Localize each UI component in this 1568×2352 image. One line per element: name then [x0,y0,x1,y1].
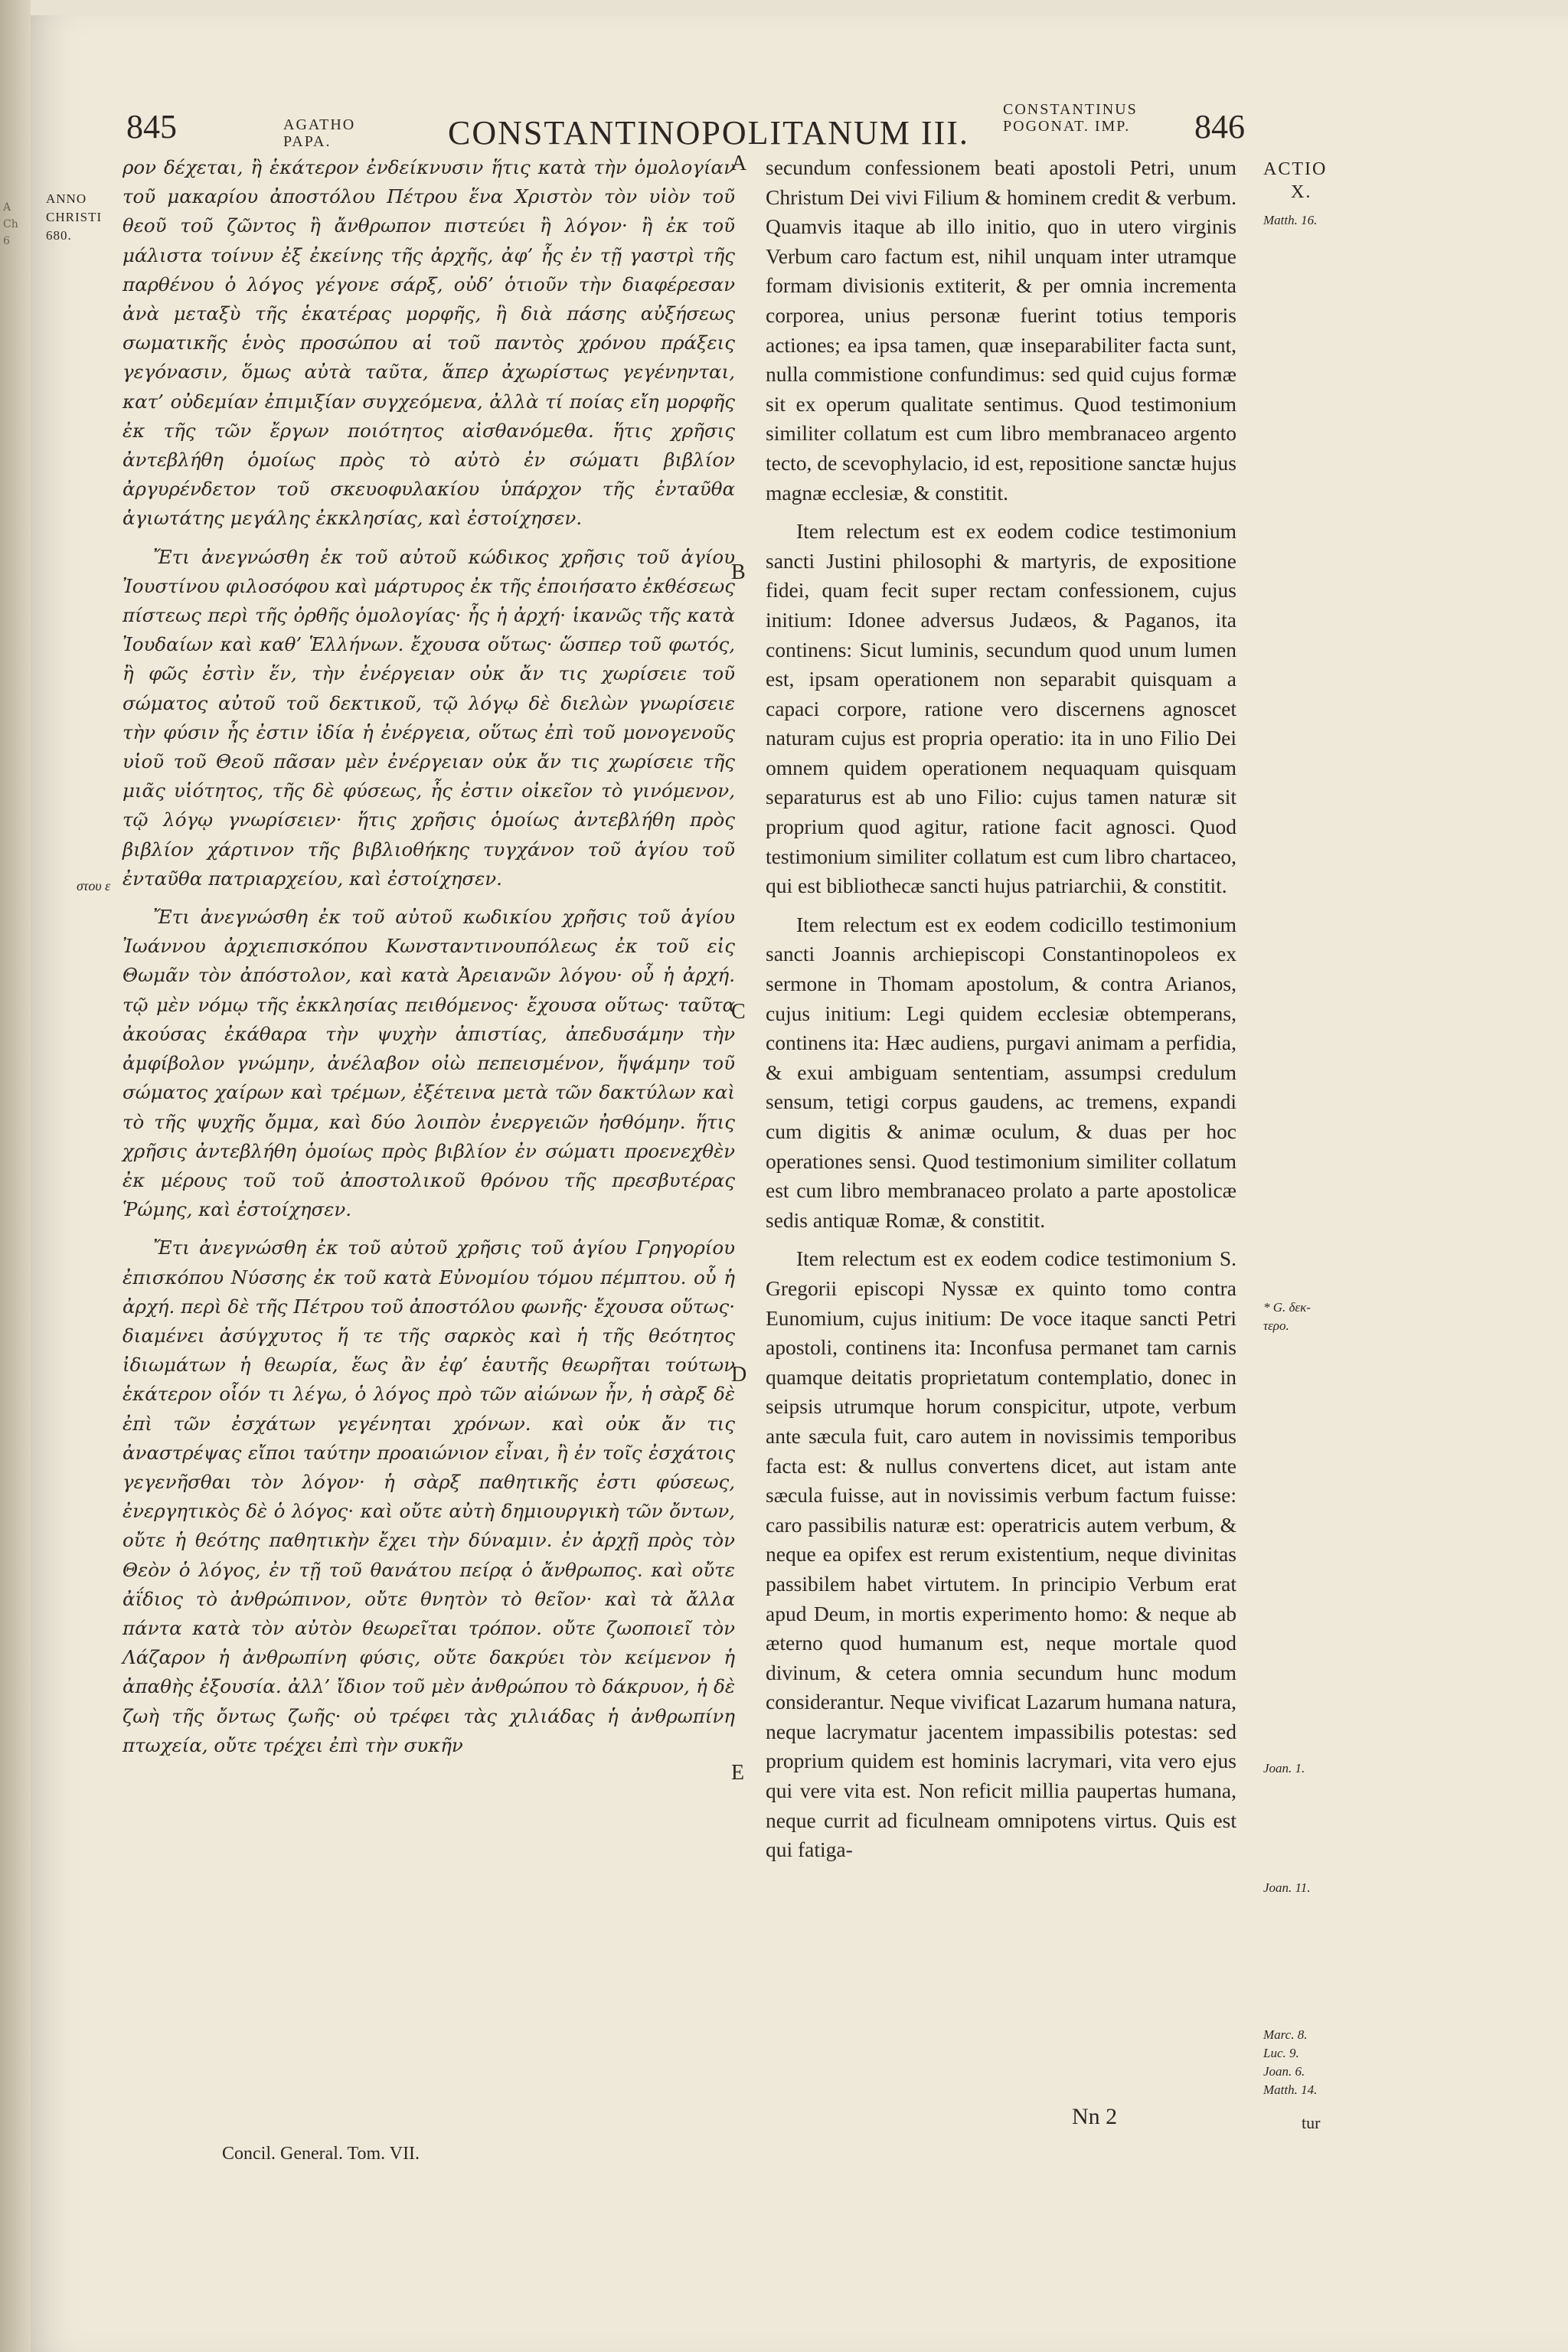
running-head-right-line2: POGONAT. IMP. [1003,118,1131,135]
margin-note-joan1: Joan. 1. [1263,1761,1305,1775]
latin-paragraph: secundum confessionem beati apostoli Petri, unum Christum Dei vivi Filium & hominem credit & verbum. Quamvis itaque ab illo initio, quo in utero virginis Verbum caro factum est, nihil unquam inter utramque formam divisionis extiterit, & per omnia incrementa corporea, unius personæ fuerint totius temporis actiones; ea ipsa tamen, quæ inseparabiliter facta sunt, nulla commistione confundimus: sed quid cujus formæ sit ex operum qualitate sentimus. Quod testimonium similiter collatum est cum libro membranaceo argento tecto, de scevophylacio, id est, repositione sanctæ hujus magnæ ecclesiæ, & constitit. [766,155,1236,505]
margin-note-luc9: Luc. 9. [1263,2046,1299,2060]
latin-column [766,153,1236,1874]
margin-note-joan11: Joan. 11. [1263,1880,1311,1895]
margin-note-variant-cont: τερο. [1263,1318,1289,1333]
actio-margin-note [1263,158,1327,204]
actio-label: ACTIO [1263,159,1328,179]
greek-paragraph: Ἔτι ἀνεγνώσθη ἐκ τοῦ αὐτοῦ κωδικίου χρῆσις τοῦ ἁγίου Ἰωάννου ἀρχιεπισκόπου Κωνσταντινουπόλεως ἐκ τοῦ εἰς Θωμᾶν τὸν ἀπόστολον, καὶ κατὰ Ἀρειανῶν λόγου· οὗ ἡ ἀρχή. τῷ μὲν νόμῳ τῆς ἐκκλησίας πειθόμενος· ἔχουσα οὕτως· ταῦτα ἀκούσας ἐκάθαρα τὴν ψυχὴν ἀπιστίας, ἀπεδυσάμην τὴν ἀμφίβολον γνώμην, ἀνέλαβον οἰὼ πεπεισμένον, ἥψάμην τοῦ σώματος χαίρων καὶ τρέμων, ἐξέτεινα μετὰ τῶν δακτύλων καὶ τὸ τῆς ψυχῆς ὄμμα, καὶ δύο λοιπὸν ἐνεργειῶν ἠσθόμην. ἥτις χρῆσις ἀντεβλήθη ὁμοίως πρὸς βιβλίον ἐν σώματι προενεχθὲν ἐκ μέρους τοῦ τοῦ ἀποστολικοῦ θρόνου τῆς πρεσβυτέρας Ῥώμης, καὶ ἐστοίχησεν. [122,906,735,1221]
margin-note-marc8: Marc. 8. [1263,2027,1308,2042]
page-number-left: 845 [126,108,177,145]
latin-paragraph: Item relectum est ex eodem codice testimonium S. Gregorii episcopi Nyssæ ex quinto tomo contra Eunomium, cujus initium: De voce itaque sancti Petri apostoli, continens ita: Inconfusa permanet tam carnis quamque deitatis proprietatum contemplatio, donec in seipsis utrumque horum conspicitur, utpote, verbum ante sæcula fuit, caro autem in novissimis temporibus facta est: & nullus convertens dicet, aut istam ante sæcula fuisse, aut in novissimis verbum factum fuisse: caro passibilis naturæ est: operatricis autem verbum, & neque ea opifex est rerum existentium, neque divinitas passibilem habet virtutem. In principio Verbum erat apud Deum, in mortis experimento homo: & neque ab æterno quod humanum est, neque mortale quod divinum, & cetera omnia secundum hunc modum considerantur. Neque vivificat Lazarum humana natura, neque lacrymatur jacentem impassibilis potestas: sed proprium quidem est hominis lacrymari, vita vero ejus qui vere vita est. Non reficit millia paupertas humana, neque currit ad ficulneam omnipotens virtus. Quis est qui fatiga- [766,1246,1236,1862]
section-letter-d: D [731,1363,747,1387]
greek-paragraph: Ἔτι ἀνεγνώσθη ἐκ τοῦ αὐτοῦ κώδικος χρῆσις τοῦ ἁγίου Ἰουστίνου φιλοσόφου καὶ μάρτυρος ἐκ τῆς ἐποιήσατο ἐκθέσεως πίστεως περὶ τῆς ὀρθῆς ὁμολογίας· ἧς ἡ ἀρχή· ἱκανῶς τῆς κατὰ Ἰουδαίων καὶ καθ’ Ἑλλήνων. ἔχουσα οὕτως· ὥσπερ τοῦ φωτός, ἢ φῶς ἐστὶν ἕν, τὴν ἐνέργειαν οὐκ ἄν τις χωρίσειε τοῦ σώματος αὐτοῦ τοῦ δεκτικοῦ, τῷ λόγῳ δὲ διελὼν γνωρίσειε τὴν φύσιν ἧς ἐστιν ἰδία ἡ ἐνέργεια, οὕτως ἐπὶ τοῦ μονογενοῦς υἱοῦ τοῦ Θεοῦ πᾶσαν μὲν ἐνέργειαν οὐκ ἄν τις χωρίσειε τῆς μιᾶς υἱότητος, τῆς δὲ φύσεως, ἧς ἐστιν οἰκεῖον τὸ γινόμενον, τῷ λόγῳ γνωρίσειεν· ἥτις χρῆσις ὁμοίως ἀντεβλήθη πρὸς βιβλίον χάρτινον τῆς βιβλιοθήκης τυγχάνον τοῦ ἁγίου τοῦ ἐνταῦθα πατριαρχείου, καὶ ἐστοίχησεν. [122,545,735,890]
footer-volume: Concil. General. Tom. VII. [222,2144,420,2164]
variant-margin-note: στου ε [77,878,111,893]
greek-paragraph: Ἔτι ἀνεγνώσθη ἐκ τοῦ αὐτοῦ χρῆσις τοῦ ἁγίου Γρηγορίου ἐπισκόπου Νύσσης ἐκ τοῦ κατὰ Εὐνομίου τόμου πέμπτου. οὗ ἡ ἀρχή. περὶ δὲ τῆς Πέτρου τοῦ ἀποστόλου φωνῆς· ἔχουσα οὕτως· διαμένει ἀσύγχυτος ἥ τε τῆς σαρκὸς καὶ ἡ τῆς θεότητος ἰδιωμάτων ἡ θεωρία, ἕως ἂν ἐφ’ ἑαυτῆς θεωρῆται τούτων ἑκάτερον οἷόν τι λέγω, ὁ λόγος πρὸ τῶν αἰώνων ἦν, ἡ σὰρξ δὲ ἐπὶ τῶν ἐσχάτων γεγένηται χρόνων. καὶ οὐκ ἄν τις ἀναστρέψας εἴποι ταύτην προαιώνιον εἶναι, ἢ ἐν τοῖς ἐσχάτοις γεγενῆσθαι τὸν λόγον· ἡ σὰρξ παθητικῆς ἐστι φύσεως, ἐνεργητικὸς δὲ ὁ λόγος· καὶ οὔτε αὐτὴ δημιουργικὴ τῶν ὄντων, οὔτε ἡ θεότης παθητικὴν ἔχει τὴν δύναμιν. ἐν ἀρχῇ πρὸς τὸν Θεὸν ὁ λόγος, ἐν τῇ τοῦ θανάτου πείρᾳ ὁ ἄνθρωπος. καὶ οὔτε ἀΐδιος τὸ ἀνθρώπινον, οὔτε θνητὸν τὸ θεῖον· καὶ τὰ ἄλλα πάντα κατὰ τὸν αὐτὸν θεωρεῖται τρόπον. οὔτε ζωοποιεῖ τὸν Λάζαρον ἡ ἀνθρωπίνη φύσις, οὔτε δακρύει τὸν κείμενον ἡ ἀπαθὴς ἐξουσία. ἀλλ’ ἴδιον τοῦ μὲν ἀνθρώπου τὸ δάκρυον, ἡ δὲ ζωὴ τῆς ὄντως ζωῆς· οὐ τρέφει τὰς χιλιάδας ἡ ἀνθρωπίνη πτωχεία, οὔτε τρέχει ἐπὶ τὴν συκῆν [122,1236,735,1756]
page-title: CONSTANTINOPOLITANUM III. [448,114,969,152]
section-letter-a: A [731,152,747,175]
latin-paragraph: Item relectum est ex eodem codice testimonium sancti Justini philosophi & martyris, de expositione fidei, quam fecit super rectam confessionem, cujus initium: Idonee adversus Judæos, & Paganos, ita continens: Sicut luminis, secundum quod unum lumen est, ipsam operationem non separabit quisquam a capaci corpore, ratione vero discernens agnoscet naturam cujus est propria operatio: ita in uno Filio Dei omnem quidem operationem nequaquam quisquam separaturus est ab uno Filio: cujus tamen naturæ sit proprium quod agitur, ratione facit agnosci. Quod testimonium similiter collatum est cum libro chartaceo, qui est bibliothecæ sancti hujus patriarchii, & constitit. [766,519,1236,898]
actio-number: X. [1291,182,1312,202]
anno-line2: CHRISTI [46,210,103,224]
running-head-left [283,116,355,150]
binding-gutter [0,0,31,2352]
gutter-fragment: A Ch 6 [3,201,18,247]
latin-paragraph: Item relectum est ex eodem codicillo testimonium sancti Joannis archiepiscopi Constantinopoleos ex sermone in Thomam apostolum, & contra Arianos, cujus initium: Legi quidem ecclesiæ obtemperans, continens ita: Hæc audiens, purgavi animam a perfidia, & exui ambiguam sententiam, assumpsi credulum sensum, tetigi corpus gaudens, ac tremens, expandi cum digitis & animæ oculum, & duas per hoc operationes sensi. Quod testimonium similiter collatum est cum libro membranaceo prolato a parte apostolicæ sedis antiquæ Romæ, & constitit. [766,912,1236,1232]
margin-note-variant: * G. δεκ- [1263,1300,1311,1315]
margin-note-matth14: Matth. 14. [1263,2082,1318,2097]
anno-line3: 680. [46,228,72,243]
signature-mark: Nn 2 [1072,2104,1118,2129]
margin-note-joan6: Joan. 6. [1263,2064,1305,2079]
year-margin-note [46,190,115,245]
section-letter-e: E [731,1761,745,1785]
greek-column [122,153,735,1769]
running-head-right-line1: CONSTANTINUS [1003,101,1138,118]
running-head-left-line1: AGATHO [283,116,356,133]
greek-paragraph: ρον δέχεται, ἢ ἑκάτερον ἐνδείκνυσιν ἥτις κατὰ τὴν ὁμολογίαν τοῦ μακαρίου ἀποστόλου Πέτρου ἕνα Χριστὸν τὸν υἱὸν τοῦ θεοῦ τοῦ ζῶντος ἢ ἄνθρωπον πιστεύει ἢ λόγον· ἢ ἐκ τοῦ μάλιστα τοίνυν ἐξ ἐκείνης τῆς ἀρχῆς, ἀφ’ ἧς ἐν τῇ γαστρὶ τῆς παρθένου ὁ λόγος γέγονε σάρξ, οὐδ’ ὁτιοῦν τὴν διαφέρεσαν ἀνὰ μεταξὺ τῆς ἑκατέρας μορφῆς, ἢ διὰ πάσης αὐξήσεως σωματικῆς ἑνὸς προσώπου αἱ τοῦ παντὸς χρόνου πράξεις γεγόνασιν, ὅμως αὐτὰ ταῦτα, ἅπερ ἀχωρίστως γεγένηνται, κατ’ οὐδεμίαν ἐπιμιξίαν συγχεόμενα, ἀλλὰ τί ποίας εἴη μορφῆς ἐκ τῆς τῶν ἔργων ποιότητος αἰσθανόμεθα. ἥτις χρῆσις ἀντεβλήθη ὁμοίως πρὸς τὸ αὐτὸ ἐν σώματι βιβλίον ἀργυρένδετον τοῦ σκευοφυλακίου ὑπάρχον τῆς ἐνταῦθα ἁγιωτάτης μεγάλης ἐκκλησίας, καὶ ἐστοίχησεν. [122,156,735,530]
margin-note-matth16: Matth. 16. [1263,213,1318,227]
section-letter-c: C [731,1000,746,1024]
running-head-left-line2: PAPA. [283,133,332,150]
catchword: tur [1302,2113,1321,2132]
section-letter-b: B [731,560,746,584]
page-number-right: 846 [1194,108,1245,145]
running-head-right [1003,101,1138,135]
anno-line1: ANNO [46,191,87,206]
